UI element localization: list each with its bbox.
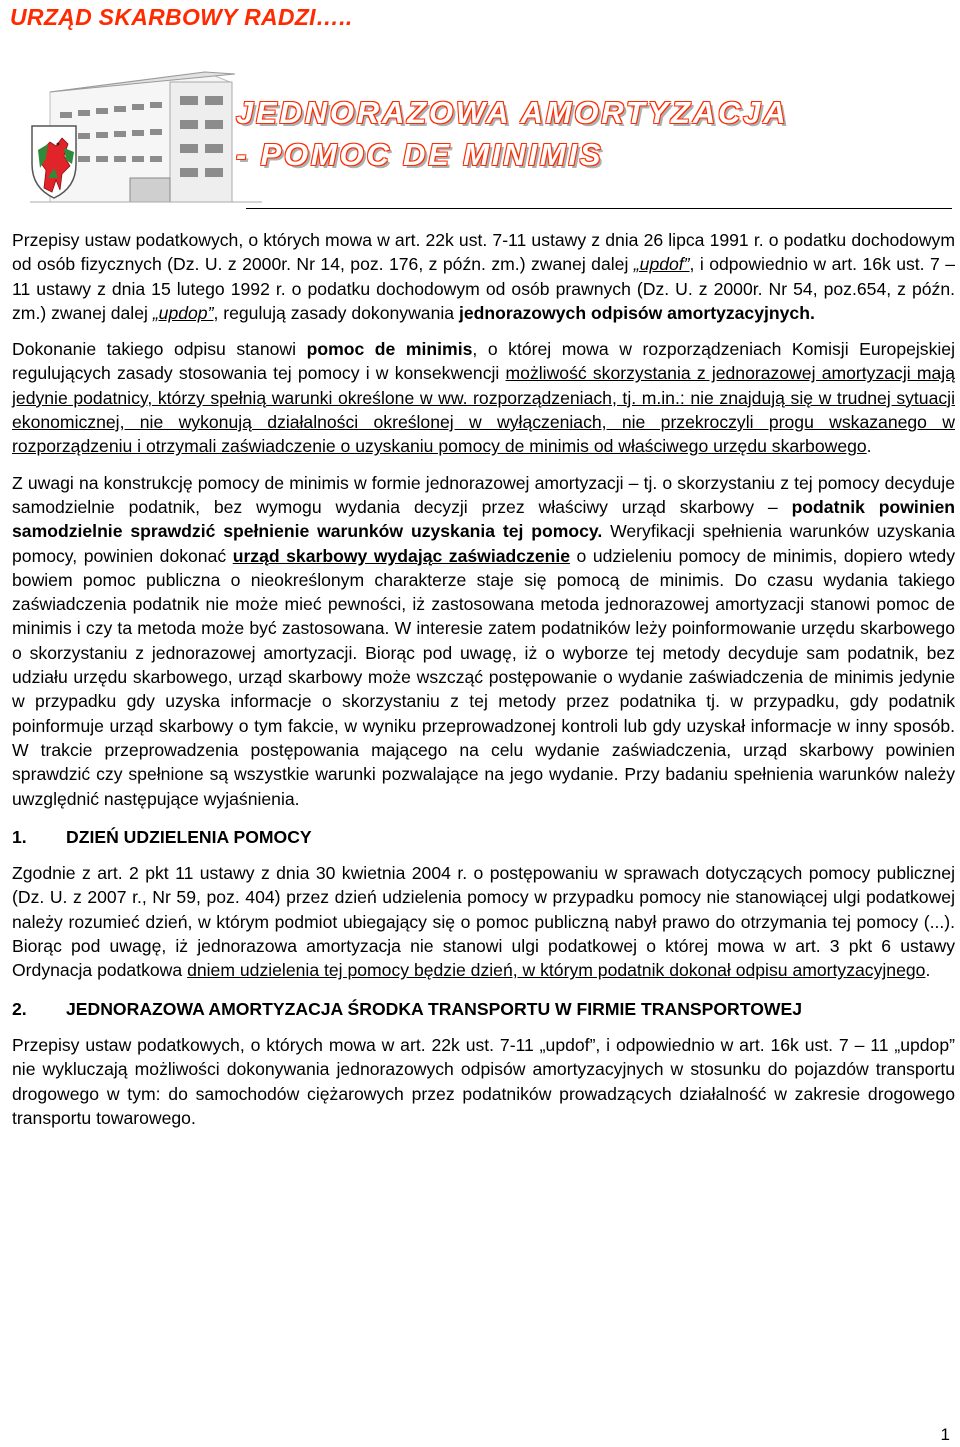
section-1-number: 1.: [12, 826, 27, 847]
spacer: [12, 1021, 955, 1033]
spacer: [12, 811, 955, 825]
para2-text-a: Dokonanie takiego odpisu stanowi: [12, 339, 307, 360]
para3-text-e: o udzieleniu pomocy de minimis, dopiero wtedy bowiem pomoc publiczna o nieokreślonym charakterze staje się pomocą de minimis. Do czasu wydania takiego zaświadczenia podatnik nie może mieć pewności, iż zastosowana metoda jednorazowej amortyzacji stanowi pomoc de minimis i czy ta metoda może być zastosowana. W interesie zatem podatników leży poinformowanie urzędu skarbowego o skorzystaniu z jednorazowej amortyzacji. Biorąc pod uwagę, iż o wyborze tej metody decyduje sam podatnik, bez udziału urzędu skarbowego, urząd skarbowy może wszcząć postępowanie o wydanie zaświadczenia de minimis jedynie w przypadku gdy uzyska informacje o skorzystaniu z tej metody przez podatnika tj. w przypadku, gdy podatnik poinformuje urząd skarbowy o tym fakcie, w wyniku przeprowadzonej kontroli lub gdy uzyskał informacje w inny sposób. W trakcie przeprowadzenia postępowania mającego na celu wydanie zaświadczenia, urząd skarbowy powinien sprawdzić czy spełnione są wszystkie warunki pozwalające na jego wydanie. Przy badaniu spełnienia warunków należy uwzględnić następujące wyjaśnienia.: [12, 545, 955, 809]
section-2-heading: [12, 997, 955, 1021]
title-line-2: - POMOC DE MINIMIS: [236, 137, 604, 172]
intro-text-2: , i odpowiednio w art. 16k ust. 7 – 11 ustawy z dnia 15 lutego 1992 r. o podatku dochodowym od osób prawnych (Dz. U. z 2000r. Nr 54, poz.654, z późn. zm.) zwanej dalej: [12, 254, 955, 323]
title-line-1: JEDNORAZOWA AMORTYZACJA: [236, 95, 789, 130]
intro-text-3: , regulują zasady dokonywania: [213, 302, 459, 323]
intro-text-1: Przepisy ustaw podatkowych, o których mowa w art. 22k ust. 7-11 ustawy z dnia 26 lipca 1991 r. o podatku dochodowym od osób fizycznych (Dz. U. z 2000r. Nr 14, poz. 176, z późn. zm.) zwanej dalej: [12, 230, 955, 275]
section-2-paragraph: Przepisy ustaw podatkowych, o których mowa w art. 22k ust. 7-11 „updof”, i odpowiednio w art. 16k ust. 7 – 11 „updop” nie wykluczają możliwości dokonywania jednorazowych odpisów amortyzacyjnych w stosunku do pojazdów transportu drogowego w tym: do samochodów ciężarowych przez podatników prowadzących działalność w zakresie drogowego transportu towarowego.: [12, 1034, 955, 1128]
document-title: [236, 92, 788, 176]
para2-underlined: możliwość skorzystania z jednorazowej amortyzacji mają jedynie podatnicy, którzy spełnią warunki określone w ww. rozporządzeniach, tj. m.in.: nie znajdują się w trudnej sytuacji ekonomicznej, nie wykonują działalności określonej w wyłączeniach, nie przekroczyli progu wskazanego w rozporządzeniu i otrzymali zaświadczenie o uzyskaniu pomocy de minimis od właściwego urzędu skarbowego: [12, 363, 955, 457]
section-1-text-a: Zgodnie z art. 2 pkt 11 ustawy z dnia 30 kwietnia 2004 r. o postępowaniu w sprawach dotyczących pomocy publicznej (Dz. U. z 2007 r., Nr 59, poz. 404) przez dzień udzielenia pomocy w przypadku pomocy nie stanowiącej ulgi podatkowej należy rozumieć dzień, w którym podmiot ubiegający się o pomoc publiczną nabył prawo do otrzymania tej pomocy (...). Biorąc pod uwagę, iż jednorazowa amortyzacja nie stanowi ulgi podatkowej o której mowa w art. 3 pkt 6 ustawy Ordynacja podatkowa: [12, 863, 955, 981]
section-2-number: 2.: [12, 998, 27, 1019]
para3-bold: podatnik powinien samodzielnie sprawdzić spełnienie warunków uzyskania tej pomocy.: [12, 496, 955, 542]
page-number: 1: [940, 1425, 950, 1444]
header-label: URZĄD SKARBOWY RADZI…..: [10, 4, 353, 30]
section-1-title: DZIEŃ UDZIELENIA POMOCY: [66, 826, 312, 847]
section-1-text-c: .: [925, 960, 931, 981]
section-1-heading: [12, 825, 955, 849]
spacer: [12, 983, 955, 997]
spacer: [12, 459, 955, 471]
para3-bold-underlined: urząd skarbowy wydając zaświadczenie: [232, 545, 571, 566]
spacer: [12, 849, 955, 861]
updop-term: „updop”: [152, 302, 214, 323]
spacer: [12, 325, 955, 337]
updof-term: „updof”: [633, 254, 690, 275]
para3-text-c: Weryfikacji spełnienia warunków uzyskania pomocy, powinien dokonać: [12, 521, 955, 566]
intro-paragraph: [12, 228, 955, 325]
document-body: [12, 228, 955, 1130]
para2-bold: pomoc de minimis: [306, 339, 473, 360]
section-1-paragraph: [12, 861, 955, 982]
section-2-title: JEDNORAZOWA AMORTYZACJA ŚRODKA TRANSPORTU W FIRMIE TRANSPORTOWEJ: [66, 998, 803, 1019]
para3-text-a: Z uwagi na konstrukcję pomocy de minimis w formie jednorazowej amortyzacji – tj. o skorzystaniu z tej pomocy decyduje samodzielnie podatnik, bez wymogu wydania decyzji przez właściwy urząd skarbowy –: [12, 472, 955, 517]
intro-bold: jednorazowych odpisów amortyzacyjnych.: [458, 302, 815, 323]
verification-paragraph: [12, 471, 955, 811]
de-minimis-paragraph: [12, 337, 955, 458]
para2-text-c: , o której mowa w rozporządzeniach Komisji Europejskiej regulujących zasady stosowania tej pomocy i w konsekwencji: [12, 339, 955, 384]
tax-office-logo: [30, 52, 262, 212]
section-1-underlined: dniem udzielenia tej pomocy będzie dzień, w którym podatnik dokonał odpisu amortyzacyjnego: [187, 960, 926, 981]
para2-text-e: .: [866, 436, 872, 457]
header-divider: [246, 208, 952, 209]
